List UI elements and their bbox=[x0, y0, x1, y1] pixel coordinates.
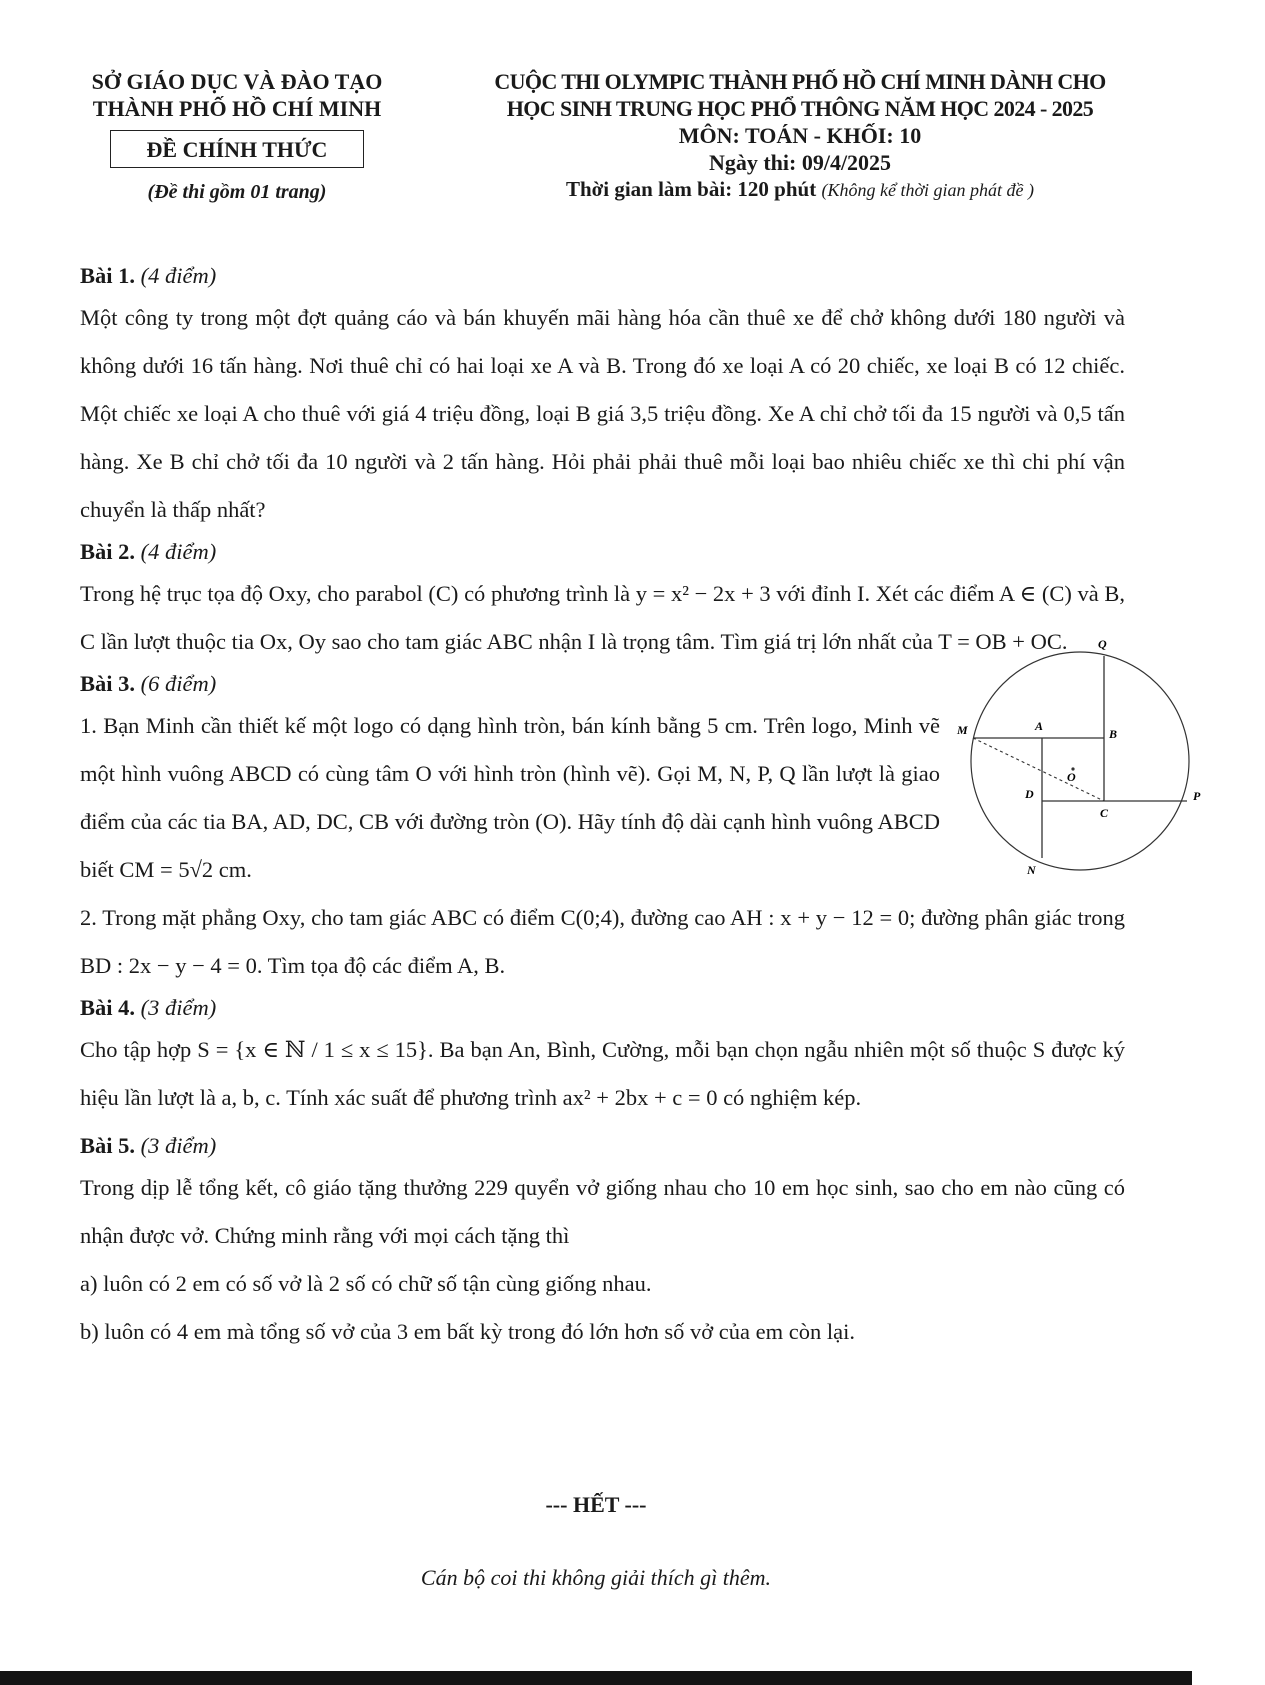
problem-1-title: Bài 1. bbox=[80, 263, 136, 288]
problem-2-title: Bài 2. bbox=[80, 539, 136, 564]
problem-3-part-1: 1. Bạn Minh cần thiết kế một logo có dạng hình tròn, bán kính bằng 5 cm. Trên logo, Minh vẽ một hình vuông ABCD có cùng tâm O với hình tròn (hình vẽ). Gọi M, N, P, Q lần lượt là giao điểm của các tia BA, AD, DC, CB với đường tròn (O). Hãy tính độ dài cạnh hình vuông ABCD biết CM = 5√2 cm. bbox=[80, 713, 940, 882]
label-q: Q bbox=[1098, 637, 1107, 651]
exam-date: Ngày thi: 09/4/2025 bbox=[708, 150, 892, 175]
contest-line-1: CUỘC THI OLYMPIC THÀNH PHỐ HỒ CHÍ MINH DÀNH CHO bbox=[494, 69, 1106, 94]
problem-2-heading bbox=[80, 534, 1125, 570]
exam-duration bbox=[440, 176, 1160, 204]
problem-1-text: Một công ty trong một đợt quảng cáo và bán khuyến mãi hàng hóa cần thuê xe để chở không dưới 180 người và không dưới 16 tấn hàng. Nơi thuê chỉ có hai loại xe A và B. Trong đó xe loại A có 20 chiếc, xe loại B có 12 chiếc. Một chiếc xe loại A cho thuê với giá 4 triệu đồng, loại B giá 3,5 triệu đồng. Xe A chỉ chở tối đa 15 người và 0,5 tấn hàng. Xe B chỉ chở tối đa 10 người và 2 tấn hàng. Hỏi phải phải thuê mỗi loại bao nhiêu chiếc xe thì chi phí vận chuyển là thấp nhất? bbox=[80, 305, 1125, 522]
department-line-1: SỞ GIÁO DỤC VÀ ĐÀO TẠO bbox=[91, 69, 383, 94]
problem-4-points: (3 điểm) bbox=[140, 995, 217, 1020]
problem-1-points: (4 điểm) bbox=[140, 263, 217, 288]
problem-2-points: (4 điểm) bbox=[140, 539, 217, 564]
department-line-2: THÀNH PHỐ HỒ CHÍ MINH bbox=[92, 96, 382, 121]
problem-2-text: Trong hệ trục tọa độ Oxy, cho parabol (C) có phương trình là y = x² − 2x + 3 với đỉnh I. Xét các điểm A ∈ (C) và B, C lần lượt thuộc tia Ox, Oy sao cho tam giác ABC nhận I là trọng tâm. Tìm giá trị lớn nhất của T = OB + OC. bbox=[80, 581, 1125, 654]
problem-5-part-a: a) luôn có 2 em có số vở là 2 số có chữ số tận cùng giống nhau. bbox=[80, 1271, 652, 1296]
segment-cm bbox=[973, 738, 1104, 801]
department-block bbox=[62, 68, 412, 206]
problem-4 bbox=[80, 990, 1125, 1122]
problem-5-part-b: b) luôn có 4 em mà tổng số vở của 3 em bất kỳ trong đó lớn hơn số vở của em còn lại. bbox=[80, 1319, 855, 1344]
scan-bottom-edge bbox=[0, 1671, 1192, 1685]
label-n: N bbox=[1027, 863, 1036, 877]
label-a: A bbox=[1035, 719, 1044, 733]
subject-line: MÔN: TOÁN - KHỐI: 10 bbox=[678, 123, 922, 148]
problem-3-title: Bài 3. bbox=[80, 671, 136, 696]
problem-5-text: Trong dịp lễ tổng kết, cô giáo tặng thưởng 229 quyển vở giống nhau cho 10 em học sinh, sao cho em nào cũng có nhận được vở. Chứng minh rằng với mọi cách tặng thì bbox=[80, 1175, 1125, 1248]
label-c: C bbox=[1100, 806, 1109, 820]
time-label: Thời gian làm bài: 120 phút bbox=[565, 177, 817, 201]
official-exam-box: ĐỀ CHÍNH THỨC bbox=[110, 130, 364, 168]
problem-5 bbox=[80, 1128, 1125, 1356]
problem-5-heading bbox=[80, 1128, 1125, 1164]
label-m: M bbox=[957, 723, 968, 737]
problem-1 bbox=[80, 258, 1125, 534]
problem-5-points: (3 điểm) bbox=[140, 1133, 217, 1158]
contest-block bbox=[440, 68, 1160, 204]
label-o: O bbox=[1067, 770, 1076, 784]
time-note: (Không kể thời gian phát đề ) bbox=[821, 180, 1035, 200]
problem-3-points: (6 điểm) bbox=[140, 671, 217, 696]
problem-1-heading bbox=[80, 258, 1125, 294]
problem-4-text: Cho tập hợp S = {x ∈ ℕ / 1 ≤ x ≤ 15}. Ba bạn An, Bình, Cường, mỗi bạn chọn ngẫu nhiên một số thuộc S được ký hiệu lần lượt là a, b, c. Tính xác suất để phương trình ax² + 2bx + c = 0 có nghiệm kép. bbox=[80, 1037, 1125, 1110]
circle-square-figure bbox=[935, 626, 1265, 886]
exam-content bbox=[80, 258, 1201, 1356]
problem-4-heading bbox=[80, 990, 1125, 1026]
exam-header bbox=[0, 68, 1192, 218]
label-p: P bbox=[1193, 789, 1201, 803]
problem-4-title: Bài 4. bbox=[80, 995, 136, 1020]
problem-3-part-2: 2. Trong mặt phẳng Oxy, cho tam giác ABC có điểm C(0;4), đường cao AH : x + y − 12 = 0; đường phân giác trong BD : 2x − y − 4 = 0. Tìm tọa độ các điểm A, B. bbox=[80, 905, 1125, 978]
contest-line-2: HỌC SINH TRUNG HỌC PHỔ THÔNG NĂM HỌC 2024 - 2025 bbox=[506, 96, 1094, 121]
proctor-note: Cán bộ coi thi không giải thích gì thêm. bbox=[420, 1565, 772, 1590]
problem-5-title: Bài 5. bbox=[80, 1133, 136, 1158]
problem-3 bbox=[80, 637, 1201, 990]
figure-circle bbox=[971, 652, 1189, 870]
page-count-note: (Đề thi gồm 01 trang) bbox=[147, 181, 327, 203]
label-d: D bbox=[1025, 787, 1034, 801]
label-b: B bbox=[1109, 727, 1118, 741]
end-marker: --- HẾT --- bbox=[545, 1492, 647, 1517]
